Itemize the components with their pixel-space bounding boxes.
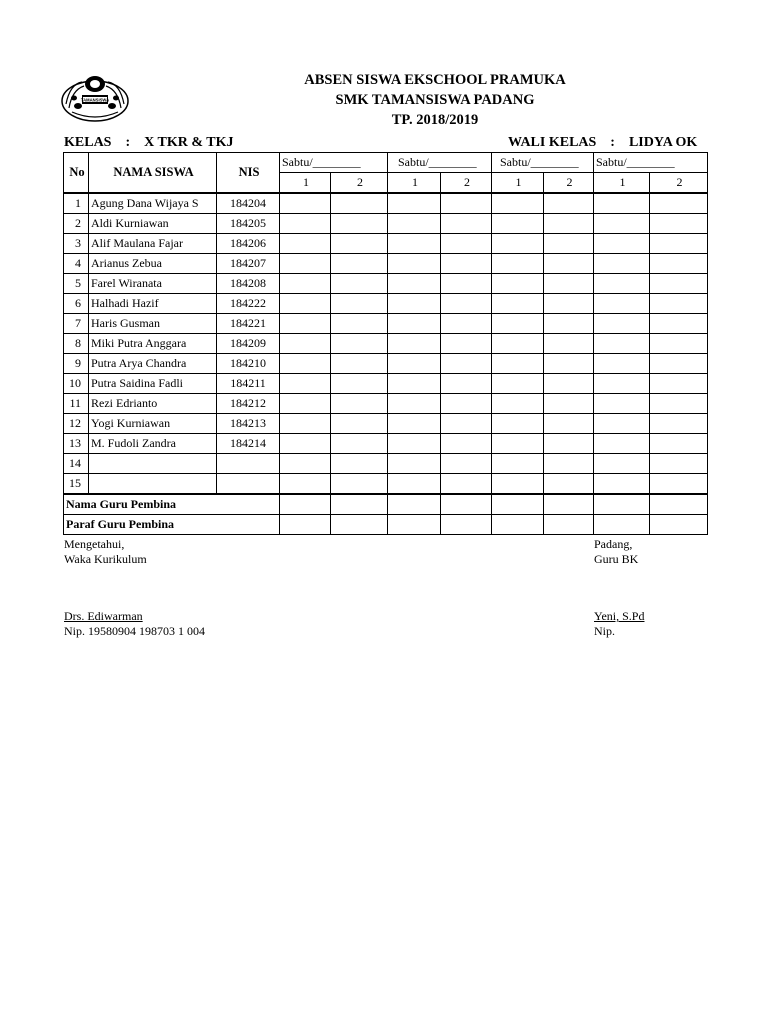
attendance-cell[interactable] xyxy=(388,234,441,254)
attendance-cell[interactable] xyxy=(594,414,650,434)
attendance-cell[interactable] xyxy=(280,474,331,495)
attendance-cell[interactable] xyxy=(441,294,492,314)
student-nis: 184204 xyxy=(217,193,280,214)
student-nis xyxy=(217,474,280,495)
student-name: Halhadi Hazif xyxy=(89,294,217,314)
attendance-cell[interactable] xyxy=(280,274,331,294)
student-name: Rezi Edrianto xyxy=(89,394,217,414)
attendance-cell[interactable] xyxy=(650,394,708,414)
school-name: SMK TAMANSISWA PADANG xyxy=(335,92,535,108)
attendance-cell[interactable] xyxy=(441,314,492,334)
row-number: 10 xyxy=(64,374,89,394)
table-row xyxy=(64,294,708,314)
attendance-cell[interactable] xyxy=(544,234,594,254)
attendance-cell[interactable] xyxy=(492,234,544,254)
signer-right-nip: Nip. xyxy=(594,624,615,638)
table-header-row xyxy=(64,153,708,173)
signer-left-name: Drs. Ediwarman xyxy=(64,609,143,623)
attendance-cell[interactable] xyxy=(331,374,388,394)
attendance-cell[interactable] xyxy=(331,193,388,214)
attendance-cell[interactable] xyxy=(388,515,441,535)
student-name: Putra Saidina Fadli xyxy=(89,374,217,394)
attendance-cell[interactable] xyxy=(650,314,708,334)
attendance-cell[interactable] xyxy=(650,334,708,354)
student-name xyxy=(89,454,217,474)
meeting-number: 1 xyxy=(280,173,331,194)
attendance-cell[interactable] xyxy=(544,334,594,354)
attendance-cell[interactable] xyxy=(441,474,492,495)
logo-wordmark: TAMANSISWA xyxy=(80,97,110,103)
row-number: 14 xyxy=(64,454,89,474)
attendance-cell[interactable] xyxy=(544,394,594,414)
attendance-cell[interactable] xyxy=(388,454,441,474)
row-number: 3 xyxy=(64,234,89,254)
attendance-cell[interactable] xyxy=(650,374,708,394)
attendance-cell[interactable] xyxy=(280,394,331,414)
attendance-cell[interactable] xyxy=(441,334,492,354)
counselor-label: Guru BK xyxy=(594,552,639,566)
student-nis xyxy=(217,454,280,474)
session-header: Sabtu/________ xyxy=(280,153,388,173)
attendance-cell[interactable] xyxy=(544,354,594,374)
row-number: 11 xyxy=(64,394,89,414)
attendance-cell[interactable] xyxy=(650,414,708,434)
row-number: 1 xyxy=(64,193,89,214)
student-nis: 184221 xyxy=(217,314,280,334)
attendance-cell[interactable] xyxy=(441,394,492,414)
attendance-cell[interactable] xyxy=(331,334,388,354)
table-row xyxy=(64,434,708,454)
attendance-cell[interactable] xyxy=(492,354,544,374)
attendance-cell[interactable] xyxy=(492,214,544,234)
attendance-cell[interactable] xyxy=(388,214,441,234)
attendance-cell[interactable] xyxy=(594,515,650,535)
row-number: 7 xyxy=(64,314,89,334)
attendance-cell[interactable] xyxy=(441,374,492,394)
student-nis: 184210 xyxy=(217,354,280,374)
attendance-cell[interactable] xyxy=(544,515,594,535)
attendance-cell[interactable] xyxy=(441,515,492,535)
place-date-label: Padang, xyxy=(594,537,633,551)
row-number: 8 xyxy=(64,334,89,354)
student-nis: 184209 xyxy=(217,334,280,354)
attendance-cell[interactable] xyxy=(280,314,331,334)
attendance-cell[interactable] xyxy=(331,494,388,515)
attendance-cell[interactable] xyxy=(331,214,388,234)
row-number: 12 xyxy=(64,414,89,434)
attendance-cell[interactable] xyxy=(594,454,650,474)
table-row xyxy=(64,354,708,374)
attendance-cell[interactable] xyxy=(441,274,492,294)
attendance-cell[interactable] xyxy=(388,354,441,374)
attendance-cell[interactable] xyxy=(594,294,650,314)
table-row xyxy=(64,474,708,495)
attendance-cell[interactable] xyxy=(594,354,650,374)
attendance-cell[interactable] xyxy=(650,454,708,474)
table-row xyxy=(64,234,708,254)
attendance-cell[interactable] xyxy=(388,193,441,214)
curriculum-vice-label: Waka Kurikulum xyxy=(64,552,147,566)
attendance-cell[interactable] xyxy=(492,394,544,414)
student-name: Yogi Kurniawan xyxy=(89,414,217,434)
meeting-number: 2 xyxy=(331,173,388,194)
attendance-cell[interactable] xyxy=(388,294,441,314)
table-row xyxy=(64,334,708,354)
student-nis: 184206 xyxy=(217,234,280,254)
attendance-cell[interactable] xyxy=(492,474,544,495)
footer-row-teacher-signature xyxy=(64,515,708,535)
attendance-cell[interactable] xyxy=(594,334,650,354)
attendance-cell[interactable] xyxy=(492,494,544,515)
signer-left-nip: Nip. 19580904 198703 1 004 xyxy=(64,624,205,638)
attendance-cell[interactable] xyxy=(280,214,331,234)
attendance-cell[interactable] xyxy=(492,314,544,334)
attendance-cell[interactable] xyxy=(492,193,544,214)
attendance-cell[interactable] xyxy=(544,494,594,515)
meeting-number: 1 xyxy=(594,173,650,194)
meeting-number: 2 xyxy=(441,173,492,194)
attendance-cell[interactable] xyxy=(441,354,492,374)
attendance-cell[interactable] xyxy=(492,414,544,434)
student-name: M. Fudoli Zandra xyxy=(89,434,217,454)
attendance-cell[interactable] xyxy=(280,515,331,535)
attendance-cell[interactable] xyxy=(650,434,708,454)
homeroom-teacher-info: WALI KELAS : LIDYA OK xyxy=(508,135,698,150)
student-name: Farel Wiranata xyxy=(89,274,217,294)
attendance-cell[interactable] xyxy=(331,434,388,454)
attendance-cell[interactable] xyxy=(280,254,331,274)
attendance-cell[interactable] xyxy=(544,274,594,294)
attendance-cell[interactable] xyxy=(650,193,708,214)
student-name: Aldi Kurniawan xyxy=(89,214,217,234)
attendance-cell[interactable] xyxy=(594,494,650,515)
student-nis: 184214 xyxy=(217,434,280,454)
attendance-cell[interactable] xyxy=(544,193,594,214)
student-name xyxy=(89,474,217,495)
attendance-cell[interactable] xyxy=(441,193,492,214)
table-row xyxy=(64,214,708,234)
attendance-cell[interactable] xyxy=(544,454,594,474)
attendance-cell[interactable] xyxy=(280,374,331,394)
attendance-cell[interactable] xyxy=(544,214,594,234)
attendance-cell[interactable] xyxy=(280,294,331,314)
school-logo-emblem xyxy=(60,70,130,122)
attendance-cell[interactable] xyxy=(492,294,544,314)
attendance-cell[interactable] xyxy=(280,193,331,214)
attendance-cell[interactable] xyxy=(280,354,331,374)
attendance-cell[interactable] xyxy=(441,254,492,274)
attendance-cell[interactable] xyxy=(594,234,650,254)
footer-row-teacher-name xyxy=(64,494,708,515)
student-nis: 184211 xyxy=(217,374,280,394)
row-number: 5 xyxy=(64,274,89,294)
table-row xyxy=(64,193,708,214)
col-header-nis: NIS xyxy=(217,153,280,194)
attendance-cell[interactable] xyxy=(441,454,492,474)
attendance-cell[interactable] xyxy=(441,414,492,434)
attendance-cell[interactable] xyxy=(650,234,708,254)
attendance-cell[interactable] xyxy=(388,394,441,414)
attendance-cell[interactable] xyxy=(594,394,650,414)
row-number: 13 xyxy=(64,434,89,454)
student-nis: 184205 xyxy=(217,214,280,234)
attendance-cell[interactable] xyxy=(492,454,544,474)
attendance-cell[interactable] xyxy=(650,515,708,535)
attendance-cell[interactable] xyxy=(331,274,388,294)
acknowledged-label: Mengetahui, xyxy=(64,537,125,551)
session-header: Sabtu/________ xyxy=(492,153,594,173)
table-row xyxy=(64,254,708,274)
attendance-cell[interactable] xyxy=(492,334,544,354)
attendance-cell[interactable] xyxy=(280,414,331,434)
attendance-cell[interactable] xyxy=(492,515,544,535)
meeting-number: 2 xyxy=(650,173,708,194)
footer-label: Nama Guru Pembina xyxy=(64,494,280,515)
attendance-cell[interactable] xyxy=(594,193,650,214)
meeting-number: 2 xyxy=(544,173,594,194)
attendance-cell[interactable] xyxy=(544,434,594,454)
attendance-cell[interactable] xyxy=(544,374,594,394)
attendance-cell[interactable] xyxy=(441,234,492,254)
attendance-cell[interactable] xyxy=(492,274,544,294)
attendance-cell[interactable] xyxy=(388,434,441,454)
meeting-number: 1 xyxy=(388,173,441,194)
attendance-cell[interactable] xyxy=(388,474,441,495)
meeting-number: 1 xyxy=(492,173,544,194)
attendance-cell[interactable] xyxy=(650,214,708,234)
attendance-cell[interactable] xyxy=(280,434,331,454)
student-name: Agung Dana Wijaya S xyxy=(89,193,217,214)
attendance-cell[interactable] xyxy=(650,494,708,515)
attendance-cell[interactable] xyxy=(331,234,388,254)
attendance-cell[interactable] xyxy=(388,254,441,274)
attendance-cell[interactable] xyxy=(280,234,331,254)
col-header-name: NAMA SISWA xyxy=(89,153,217,194)
attendance-cell[interactable] xyxy=(388,494,441,515)
table-row xyxy=(64,314,708,334)
attendance-cell[interactable] xyxy=(544,294,594,314)
student-name: Putra Arya Chandra xyxy=(89,354,217,374)
attendance-cell[interactable] xyxy=(544,254,594,274)
attendance-cell[interactable] xyxy=(650,354,708,374)
row-number: 6 xyxy=(64,294,89,314)
signer-right-name: Yeni, S.Pd xyxy=(594,609,645,623)
attendance-cell[interactable] xyxy=(331,515,388,535)
attendance-cell[interactable] xyxy=(388,414,441,434)
attendance-cell[interactable] xyxy=(331,414,388,434)
table-row xyxy=(64,414,708,434)
attendance-cell[interactable] xyxy=(331,294,388,314)
attendance-cell[interactable] xyxy=(594,314,650,334)
attendance-cell[interactable] xyxy=(280,334,331,354)
attendance-cell[interactable] xyxy=(441,214,492,234)
attendance-cell[interactable] xyxy=(388,274,441,294)
student-nis: 184213 xyxy=(217,414,280,434)
attendance-cell[interactable] xyxy=(594,254,650,274)
row-number: 9 xyxy=(64,354,89,374)
attendance-cell[interactable] xyxy=(650,254,708,274)
attendance-cell[interactable] xyxy=(594,434,650,454)
student-nis: 184208 xyxy=(217,274,280,294)
footer-label: Paraf Guru Pembina xyxy=(64,515,280,535)
table-row xyxy=(64,274,708,294)
student-nis: 184207 xyxy=(217,254,280,274)
row-number: 4 xyxy=(64,254,89,274)
attendance-cell[interactable] xyxy=(594,374,650,394)
attendance-cell[interactable] xyxy=(331,354,388,374)
attendance-cell[interactable] xyxy=(331,454,388,474)
attendance-cell[interactable] xyxy=(492,254,544,274)
attendance-cell[interactable] xyxy=(594,274,650,294)
table-row xyxy=(64,454,708,474)
student-name: Miki Putra Anggara xyxy=(89,334,217,354)
row-number: 2 xyxy=(64,214,89,234)
attendance-cell[interactable] xyxy=(331,394,388,414)
attendance-cell[interactable] xyxy=(388,334,441,354)
attendance-cell[interactable] xyxy=(544,414,594,434)
attendance-cell[interactable] xyxy=(650,274,708,294)
attendance-cell[interactable] xyxy=(544,314,594,334)
student-name: Arianus Zebua xyxy=(89,254,217,274)
attendance-cell[interactable] xyxy=(544,474,594,495)
student-nis: 184212 xyxy=(217,394,280,414)
attendance-cell[interactable] xyxy=(492,374,544,394)
attendance-cell[interactable] xyxy=(388,374,441,394)
attendance-cell[interactable] xyxy=(441,434,492,454)
table-row xyxy=(64,374,708,394)
attendance-cell[interactable] xyxy=(650,474,708,495)
attendance-cell[interactable] xyxy=(331,474,388,495)
session-header: Sabtu/________ xyxy=(594,153,708,173)
attendance-cell[interactable] xyxy=(280,494,331,515)
col-header-no: No xyxy=(64,153,89,194)
attendance-cell[interactable] xyxy=(594,214,650,234)
student-nis: 184222 xyxy=(217,294,280,314)
attendance-cell[interactable] xyxy=(650,294,708,314)
attendance-cell[interactable] xyxy=(594,474,650,495)
row-number: 15 xyxy=(64,474,89,495)
session-header: Sabtu/________ xyxy=(388,153,492,173)
attendance-cell[interactable] xyxy=(331,314,388,334)
attendance-cell[interactable] xyxy=(441,494,492,515)
class-info: KELAS : X TKR & TKJ xyxy=(64,135,234,150)
attendance-cell[interactable] xyxy=(280,454,331,474)
table-row xyxy=(64,394,708,414)
attendance-cell[interactable] xyxy=(388,314,441,334)
attendance-cell[interactable] xyxy=(492,434,544,454)
school-year: TP. 2018/2019 xyxy=(391,112,479,128)
attendance-cell[interactable] xyxy=(331,254,388,274)
student-name: Haris Gusman xyxy=(89,314,217,334)
attendance-table xyxy=(63,152,708,535)
document-title: ABSEN SISWA EKSCHOOL PRAMUKA xyxy=(304,72,566,88)
student-name: Alif Maulana Fajar xyxy=(89,234,217,254)
